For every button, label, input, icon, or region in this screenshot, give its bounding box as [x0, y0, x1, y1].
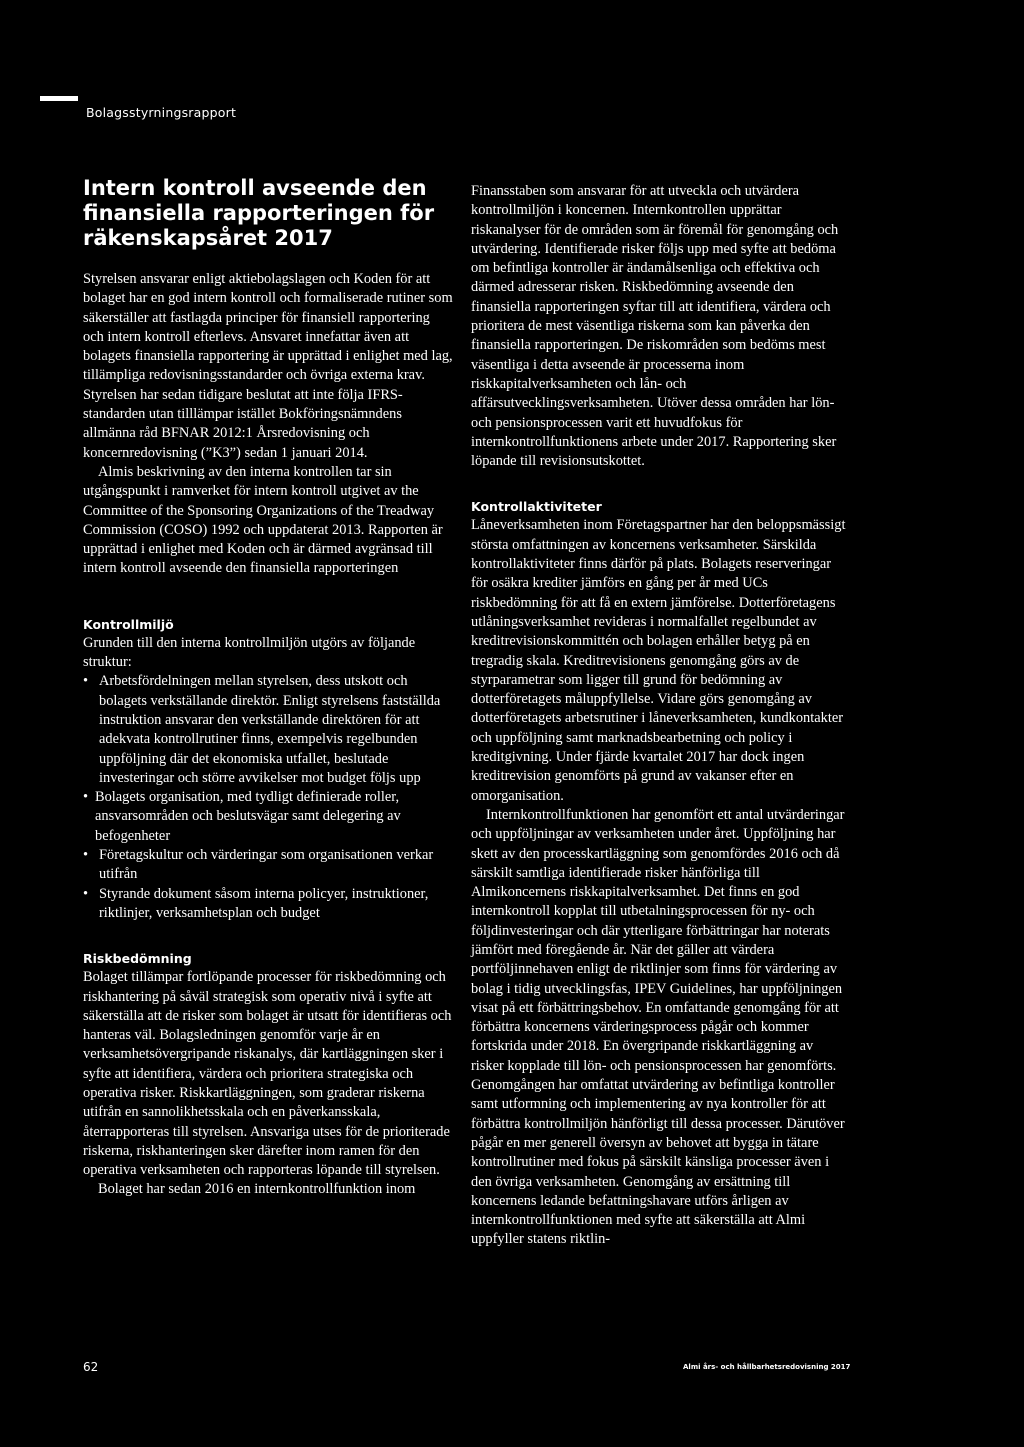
finansstaben-paragraph: Finansstaben som ansvarar för att utveckla och utvärdera kontrollmiljön i koncernen. Internkontrollen upprättar riskanalyser för de områden som är föremål för genomgång och utvärdering. Identifierade risker följs upp med syfte att bedöma om befintliga kontroller är ändamålsenliga och effektiva och därmed adresserar risken. Riskbedömning avseende den finansiella rapporteringen syftar till att identifiera, värdera och prioritera de mest väsentliga riskerna som kan påverka den finansiella rapporteringen. De riskområden som bedöms mest väsentliga i detta avseende är processerna inom riskkapitalverksamheten och lån- och affärsutvecklingsverksamheten. Utöver dessa områden har lön- och pensionsprocessen varit ett huvudfokus för internkontrollfunktionens arbete under 2017. Rapportering sker löpande till revisionsutskottet. — [471, 183, 839, 470]
riskbedomning-heading: Riskbedömning — [83, 951, 192, 967]
section-label: Bolagsstyrningsrapport — [86, 105, 237, 120]
coso-paragraph: Almis beskrivning av den interna kontrollen tar sin utgångspunkt i ramverket för intern kontroll utgivet av the Committee of the Sponsoring Organizations of the Treadway Commission (COSO) 1992 och uppdaterat 2013. Rapporten är upprättad i enlighet med Koden och är därmed avgränsad till intern kontroll avseende den finansiella rapporteringen — [83, 463, 443, 577]
kontrollaktiviteter-paragraph: Låneverksamheten inom Företagspartner har den beloppsmässigt största omfattningen av koncernens verksamheter. Särskilda kontrollaktiviteter finns därför på plats. Bolagets reserveringar för osäkra krediter jämförs en gång per år med UCs riskbedömning för att få en extern jämförelse. Dotterföretagens utlåningsverksamhet revideras i normalfallet regelbundet av kreditrevisionskommittén och bolagen erhåller betyg på en tregradig skala. Kreditrevisionens genomgång görs av de styrparametrar som ligger till grund för bedömning av dotterföretagets måluppfyllelse. Vidare görs genomgång av dotterföretagets arbetsrutiner i låneverksamheten, kundkontakter och uppföljning samt marknadsbearbetning och policy i kreditgivning. Under fjärde kvartalet 2017 har dock ingen kreditrevision genomförts på grund av vakanser efter en omorganisation. — [471, 517, 846, 804]
bullet-text: Bolagets organisation, med tydligt definierade roller, ansvarsområden och beslutsvägar samt delegering av befogenheter — [95, 789, 401, 844]
page-title: Intern kontroll avseende den finansiella rapporteringen för räkenskapsåret 2017 — [83, 176, 435, 250]
page-number: 62 — [83, 1360, 99, 1374]
intro-paragraph: Styrelsen ansvarar enligt aktiebolagslagen och Koden för att bolaget har en god intern kontroll och formaliserade rutiner som säkerställer att fastlagda principer för finansiell rapportering och intern kontroll efterlevs. Ansvaret innefattar även att bolagets finansiella rapportering är upprättad i enlighet med lag, tillämpliga redovisningsstandarder och övriga externa krav. Styrelsen har sedan tidigare beslutat att inte följa IFRS-standarden utan tilllämpar istället Bokföringsnämndens allmänna råd BFNAR 2012:1 Årsredovisning och koncernredovisning (”K3”) sedan 1 januari 2014. — [83, 271, 453, 461]
bullet-text: Styrande dokument såsom interna policyer, instruktioner, riktlinjer, verksamhetsplan och budget — [99, 885, 429, 921]
risk-paragraph-2: Bolaget har sedan 2016 en internkontrollfunktion inom — [98, 1181, 416, 1198]
risk-paragraph: Bolaget tillämpar fortlöpande processer för riskbedömning och riskhantering på såväl strategisk som operativ nivå i syfte att säkerställa att de risker som bolaget är utsatt för identifieras och hanteras väl. Bolagsledningen genomför varje år en verksamhetsövergripande riskanalys, där kartläggningen sker i syfte att identifiera, värdera och prioritera strategiska och operativa risker. Riskkartläggningen, som graderar riskerna utifrån en sannolikhetsskala och en påverkansskala, återrapporteras till styrelsen. Ansvariga utses för de prioriterade riskerna, riskhanteringen sker därefter inom ramen för den operativa verksamheten och rapporteras löpande till styrelsen. — [83, 969, 452, 1179]
bullet-item: • Styrande dokument såsom interna policyer, instruktioner, riktlinjer, verksamhetsplan och budget — [83, 885, 453, 924]
bullet-item: • Bolagets organisation, med tydligt definierade roller, ansvarsområden och beslutsvägar samt delegering av befogenheter — [83, 788, 453, 846]
publication-footer: Almi års- och hållbarhetsredovisning 2017 — [683, 1363, 851, 1371]
header-rule — [40, 96, 78, 101]
bullet-item: • Arbetsfördelningen mellan styrelsen, dess utskott och bolagets verkställande direktör. Enligt styrelsens fastställda instruktion ansvarar den verkställande direktören för att adekvata kontrollrutiner finns, exempelvis regelbunden uppföljning där det ekonomiska utfallet, beslutade investeringar och större avvikelser mot budget följs upp — [83, 672, 453, 788]
left-column — [83, 176, 453, 1200]
bullet-item: • Företagskultur och värderingar som organisationen verkar utifrån — [83, 846, 453, 885]
bullet-text: Arbetsfördelningen mellan styrelsen, dess utskott och bolagets verkställande direktör. Enligt styrelsens fastställda instruktion ansvarar den verkställande direktören för att adekvata kontrollrutiner finns, exempelvis regelbunden uppföljning där det ekonomiska utfallet, beslutade investeringar och större avvikelser mot budget följs upp — [99, 673, 441, 786]
kontrollaktiviteter-heading: Kontrollaktiviteter — [471, 499, 602, 515]
kontrollmiljo-heading: Kontrollmiljö — [83, 616, 174, 632]
kontrollmiljo-text: Grunden till den interna kontrollmiljön utgörs av följande struktur: — [83, 634, 416, 671]
internkontroll-paragraph: Internkontrollfunktionen har genomfört ett antal utvärderingar och uppföljningar av verksamheten under året. Uppföljning har skett av den processkartläggning som genomfördes 2016 och då särskilt samtliga identifierade risker hänförliga till Almikoncernens riskkapitalverksamhet. Det finns en god internkontroll kopplat till utbetalningsprocessen för ny- och följdinvesteringar och där ytterligare förbättringar har noterats jämfört med föregående år. När det gäller att värdera portföljinnehaven enligt de riktlinjer som finns för värdering av bolag i tidig utvecklingsfas, IPEV Guidelines, har uppföljningen visat på ett förbättringsbehov. En omfattande genomgång för att förbättra koncernens värderingsprocess pågår och kommer fortskrida under 2018. En övergripande riskkartläggning av risker kopplade till lön- och pensionsprocessen har genomförts. Genomgången har omfattat utvärdering av befintliga kontroller samt utformning och implementering av nya kontroller för att förbättra kontrollmiljön hänförligt till dessa processer. Därutöver pågår en mer generell översyn av behovet att bygga in tätare kontrollrutiner med fokus på särskilt känsliga processer även i den övriga verksamheten. Genomgång av ersättning till koncernens ledande befattningshavare utförs årligen av internkontrollfunktionen med syfte att säkerställa att Almi uppfyller statens riktlin- — [471, 806, 845, 1248]
bullet-text: Företagskultur och värderingar som organisationen verkar utifrån — [99, 847, 434, 883]
right-column — [471, 182, 847, 1250]
